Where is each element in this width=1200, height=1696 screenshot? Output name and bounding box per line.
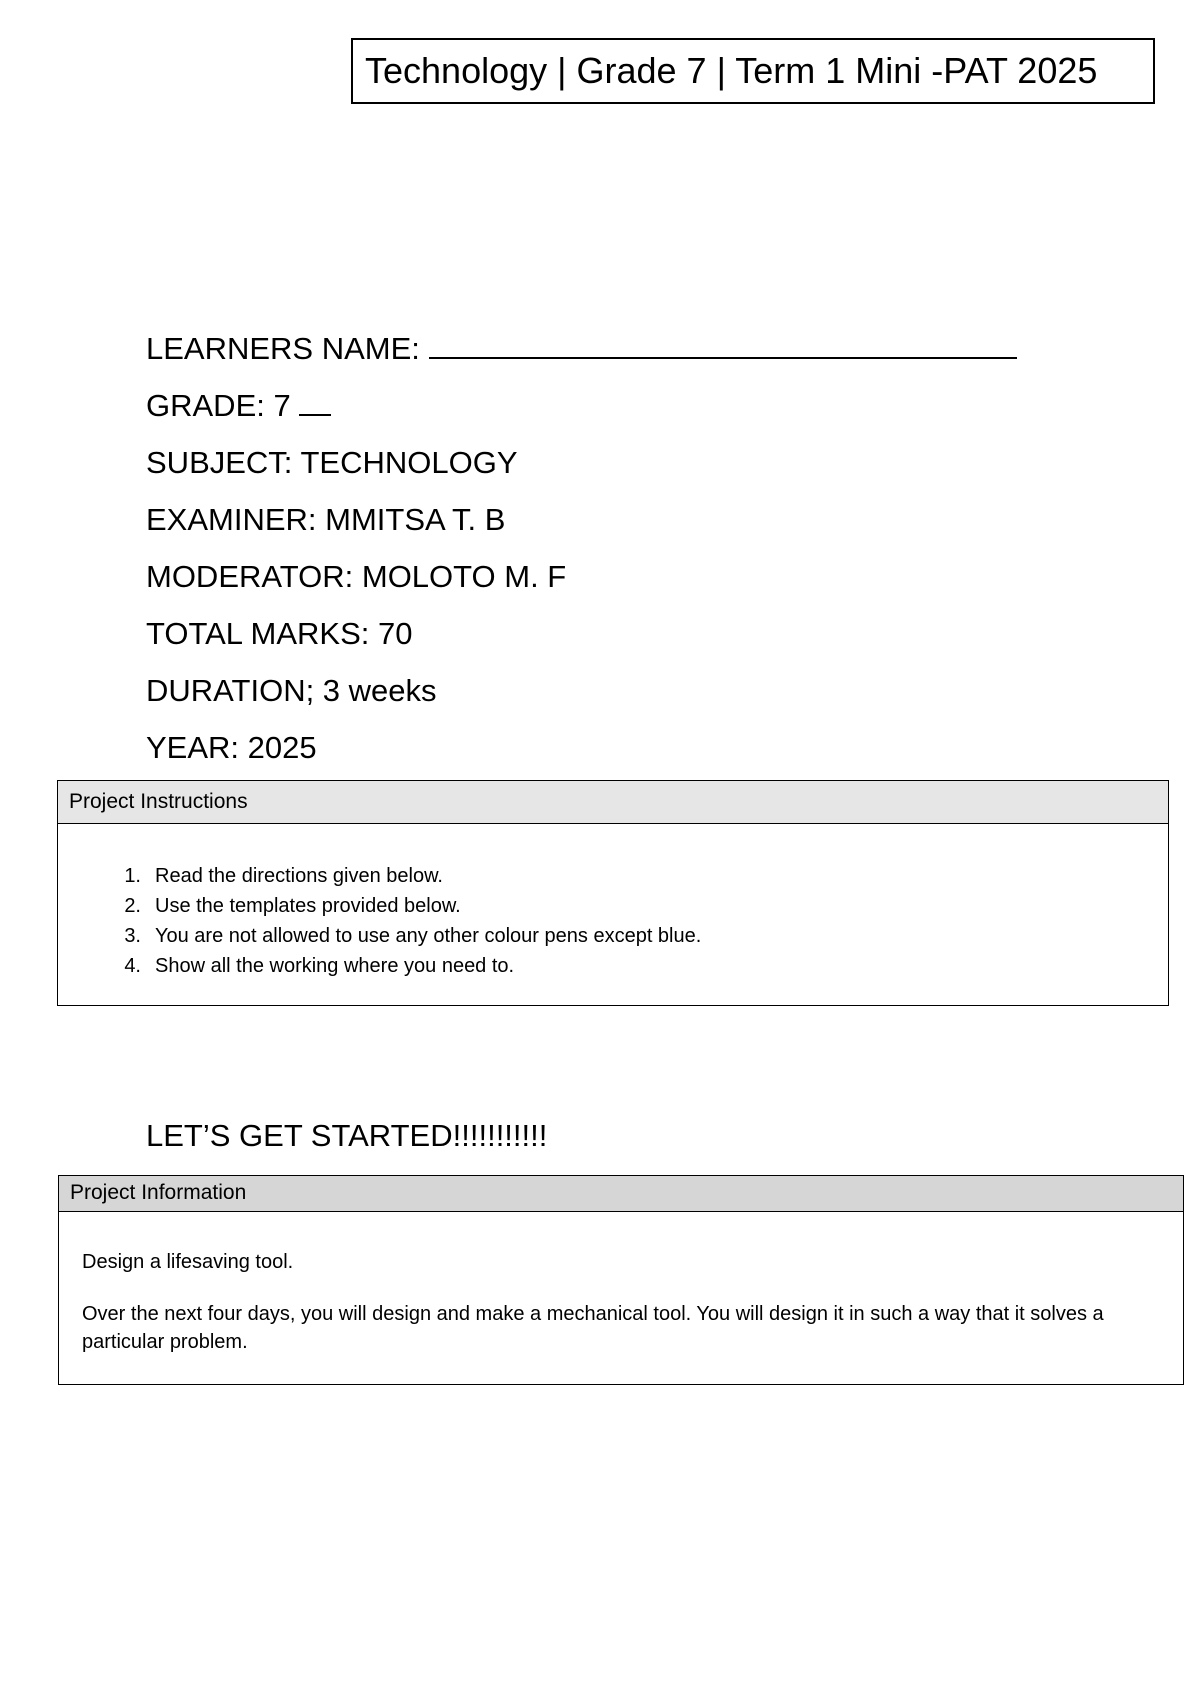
list-item-number: 2.: [124, 895, 141, 917]
project-information-heading: Project Information: [59, 1176, 1183, 1212]
list-item-text: Read the directions given below.: [155, 865, 443, 887]
document-title: [351, 38, 1155, 104]
grade-class-blank[interactable]: [299, 388, 331, 416]
list-item-text: Use the templates provided below.: [155, 895, 461, 917]
subject-line: SUBJECT: TECHNOLOGY: [146, 445, 518, 480]
list-item: [103, 891, 701, 921]
list-item: [103, 921, 701, 951]
project-information-paragraph: Design a lifesaving tool.: [82, 1251, 294, 1273]
year-line: YEAR: 2025: [146, 730, 317, 765]
total-marks-line: TOTAL MARKS: 70: [146, 616, 413, 651]
list-item: [103, 861, 701, 891]
document-title-text: Technology | Grade 7 | Term 1 Mini -PAT 2025: [365, 50, 1098, 91]
learner-name-line: [146, 320, 1017, 377]
list-item: [103, 951, 701, 981]
list-item-number: 1.: [124, 865, 141, 887]
grade-label: GRADE: 7: [146, 388, 291, 423]
get-started-heading: LET’S GET STARTED!!!!!!!!!!!: [146, 1118, 548, 1153]
list-item-text: You are not allowed to use any other colour pens except blue.: [155, 925, 702, 947]
project-information-paragraph: Over the next four days, you will design and make a mechanical tool. You will design it in such a way that it solves a particular problem.: [82, 1303, 1104, 1353]
project-instructions-panel: [57, 780, 1169, 1006]
examiner-line: EXAMINER: MMITSA T. B: [146, 502, 506, 537]
moderator-line: MODERATOR: MOLOTO M. F: [146, 559, 567, 594]
project-information-panel: [58, 1175, 1184, 1385]
list-item-number: 3.: [124, 925, 141, 947]
learner-name-label: LEARNERS NAME:: [146, 331, 420, 366]
learner-name-blank[interactable]: [429, 331, 1017, 359]
instructions-list: [103, 861, 701, 981]
project-instructions-heading: Project Instructions: [58, 781, 1168, 824]
grade-line: [146, 377, 1017, 434]
list-item-number: 4.: [124, 955, 141, 977]
list-item-text: Show all the working where you need to.: [155, 955, 515, 977]
project-information-body: [82, 1248, 1162, 1380]
duration-line: DURATION; 3 weeks: [146, 673, 437, 708]
learner-details: [146, 320, 1017, 776]
